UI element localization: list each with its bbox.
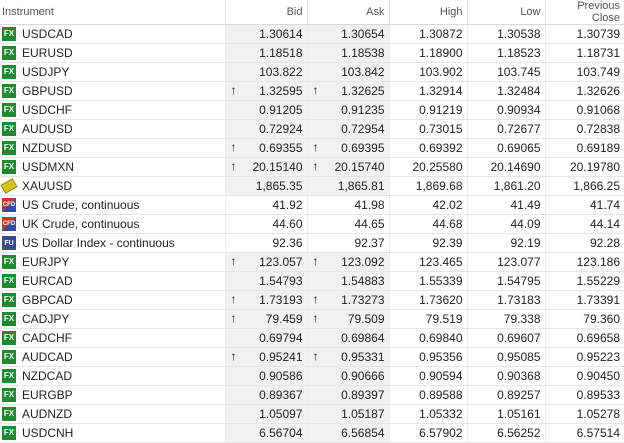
low-cell: 0.69065: [467, 139, 545, 158]
high-cell: 0.89588: [389, 386, 467, 405]
instrument-name: US Crude, continuous: [22, 198, 140, 212]
arrow-up-icon: ↑: [312, 311, 319, 325]
fx-badge-icon: FX: [2, 255, 16, 269]
arrow-up-icon: ↑: [230, 140, 237, 154]
fx-badge-icon: FX: [2, 141, 16, 155]
instrument-cell[interactable]: [0, 348, 225, 367]
ask-value: 20.15740: [334, 160, 385, 174]
bid-cell[interactable]: [225, 367, 307, 386]
bid-cell[interactable]: [225, 177, 307, 196]
ask-value: 1.32625: [341, 84, 385, 98]
bid-cell[interactable]: [225, 25, 307, 44]
table-row[interactable]: [0, 348, 624, 367]
instrument-cell[interactable]: [0, 25, 225, 44]
bid-cell[interactable]: [225, 310, 307, 329]
low-cell: 0.72677: [467, 120, 545, 139]
low-cell: 0.90368: [467, 367, 545, 386]
instrument-wrap: [2, 84, 221, 98]
low-cell: 41.49: [467, 196, 545, 215]
instrument-name: GBPUSD: [22, 84, 73, 98]
high-cell: 0.90594: [389, 367, 467, 386]
bid-value: 1.32595: [259, 84, 303, 98]
ask-cell[interactable]: [307, 215, 389, 234]
arrow-up-icon: ↑: [230, 254, 237, 268]
bid-value: 0.89367: [259, 388, 303, 402]
instrument-cell[interactable]: [0, 329, 225, 348]
ask-cell[interactable]: [307, 101, 389, 120]
ask-cell[interactable]: [307, 63, 389, 82]
low-cell: 1.54795: [467, 272, 545, 291]
low-cell: 1.73183: [467, 291, 545, 310]
ask-cell[interactable]: [307, 310, 389, 329]
previous-close-cell: 79.360: [545, 310, 624, 329]
ask-value: 0.90666: [341, 369, 385, 383]
table-row[interactable]: [0, 272, 624, 291]
fx-badge-icon: FX: [2, 65, 16, 79]
bid-cell[interactable]: [225, 139, 307, 158]
previous-close-cell: 6.57514: [545, 424, 624, 443]
arrow-up-icon: ↑: [312, 349, 319, 363]
high-cell: 1,869.68: [389, 177, 467, 196]
instrument-wrap: [2, 274, 221, 288]
instrument-wrap: [2, 236, 221, 250]
bid-value: 103.822: [259, 65, 303, 79]
previous-close-cell: 0.69189: [545, 139, 624, 158]
fx-badge-icon: FX: [2, 293, 16, 307]
bid-value: 123.057: [259, 255, 303, 269]
high-cell: 0.69840: [389, 329, 467, 348]
bid-value: 0.69355: [259, 141, 303, 155]
ask-cell[interactable]: [307, 196, 389, 215]
ask-cell[interactable]: [307, 158, 389, 177]
instrument-cell[interactable]: [0, 158, 225, 177]
low-cell: 1.18523: [467, 44, 545, 63]
previous-close-cell: 0.90450: [545, 367, 624, 386]
low-cell: 0.89257: [467, 386, 545, 405]
bid-value: 0.90586: [259, 369, 303, 383]
bid-cell[interactable]: [225, 253, 307, 272]
instrument-wrap: [2, 369, 221, 383]
table-row[interactable]: [0, 120, 624, 139]
gold-bar-icon: [2, 179, 16, 193]
instrument-wrap: [2, 426, 221, 440]
fx-badge-icon: FX: [2, 369, 16, 383]
bid-cell[interactable]: [225, 348, 307, 367]
bid-value: 1,865.35: [255, 179, 303, 193]
previous-close-cell: 1,866.25: [545, 177, 624, 196]
ask-value: 1.30654: [341, 27, 385, 41]
instrument-name: NZDUSD: [22, 141, 72, 155]
table-row[interactable]: [0, 82, 624, 101]
instrument-name: USDCAD: [22, 27, 73, 41]
bid-cell[interactable]: [225, 158, 307, 177]
table-row[interactable]: [0, 215, 624, 234]
column-header-high[interactable]: High: [389, 0, 467, 25]
fx-badge-icon: FX: [2, 407, 16, 421]
high-cell: 1.73620: [389, 291, 467, 310]
instrument-wrap: [2, 65, 221, 79]
ask-value: 44.65: [354, 217, 385, 231]
low-cell: 1,861.20: [467, 177, 545, 196]
bid-value: 44.60: [272, 217, 303, 231]
bid-value: 1.05097: [259, 407, 303, 421]
bid-cell[interactable]: [225, 234, 307, 253]
high-cell: 1.05332: [389, 405, 467, 424]
instrument-cell[interactable]: [0, 424, 225, 443]
high-cell: 20.25580: [389, 158, 467, 177]
previous-close-cell: 1.30739: [545, 25, 624, 44]
instrument-cell[interactable]: [0, 120, 225, 139]
high-cell: 0.69392: [389, 139, 467, 158]
table-row[interactable]: [0, 44, 624, 63]
fx-badge-icon: FX: [2, 350, 16, 364]
high-cell: 6.57902: [389, 424, 467, 443]
high-cell: 1.55339: [389, 272, 467, 291]
instrument-name: EURCAD: [22, 274, 73, 288]
ask-cell[interactable]: [307, 386, 389, 405]
high-cell: 103.902: [389, 63, 467, 82]
fx-badge-icon: FX: [2, 103, 16, 117]
table-row[interactable]: [0, 329, 624, 348]
instrument-name: CADCHF: [22, 331, 72, 345]
previous-close-cell: 1.05278: [545, 405, 624, 424]
ask-value: 1.18538: [341, 46, 385, 60]
instrument-cell[interactable]: [0, 177, 225, 196]
low-cell: 0.69607: [467, 329, 545, 348]
bid-cell[interactable]: [225, 101, 307, 120]
ask-cell[interactable]: [307, 329, 389, 348]
cfd-badge-icon: CFD: [2, 217, 16, 231]
table-row[interactable]: [0, 158, 624, 177]
ask-value: 6.56854: [341, 426, 385, 440]
previous-close-cell: 1.73391: [545, 291, 624, 310]
ask-cell[interactable]: [307, 253, 389, 272]
bid-cell[interactable]: [225, 329, 307, 348]
table-row[interactable]: [0, 196, 624, 215]
ask-value: 0.89397: [341, 388, 385, 402]
instrument-name: AUDCAD: [22, 350, 73, 364]
instrument-wrap: [2, 407, 221, 421]
high-cell: 0.73015: [389, 120, 467, 139]
instrument-name: XAUUSD: [22, 179, 73, 193]
instrument-name: UK Crude, continuous: [22, 217, 140, 231]
table-row[interactable]: [0, 386, 624, 405]
cfd-badge-icon: CFD: [2, 198, 16, 212]
column-header-previous-close[interactable]: Previous Close: [545, 0, 624, 25]
instrument-cell[interactable]: [0, 196, 225, 215]
ask-cell[interactable]: [307, 424, 389, 443]
fx-badge-icon: FX: [2, 312, 16, 326]
ask-cell[interactable]: [307, 25, 389, 44]
previous-close-cell: 0.72838: [545, 120, 624, 139]
arrow-up-icon: ↑: [230, 292, 237, 306]
bid-value: 1.54793: [259, 274, 303, 288]
instrument-wrap: [2, 331, 221, 345]
ask-value: 0.95331: [341, 350, 385, 364]
table-row[interactable]: [0, 63, 624, 82]
previous-close-cell: 20.19780: [545, 158, 624, 177]
arrow-up-icon: ↑: [230, 311, 237, 325]
table-row[interactable]: [0, 367, 624, 386]
low-cell: 1.05161: [467, 405, 545, 424]
bid-value: 92.36: [272, 236, 303, 250]
column-header-ask[interactable]: Ask: [307, 0, 389, 25]
instrument-name: EURUSD: [22, 46, 73, 60]
ask-cell[interactable]: [307, 234, 389, 253]
ask-value: 1.05187: [341, 407, 385, 421]
ask-value: 0.91235: [341, 103, 385, 117]
table-row[interactable]: [0, 234, 624, 253]
ask-cell[interactable]: [307, 348, 389, 367]
table-row[interactable]: [0, 310, 624, 329]
instrument-name: USDMXN: [22, 160, 75, 174]
column-header-bid[interactable]: Bid: [225, 0, 307, 25]
instrument-wrap: [2, 179, 221, 193]
ask-cell[interactable]: [307, 291, 389, 310]
instrument-name: US Dollar Index - continuous: [22, 236, 175, 250]
previous-close-cell: 0.89533: [545, 386, 624, 405]
instrument-wrap: [2, 160, 221, 174]
low-cell: 79.338: [467, 310, 545, 329]
previous-close-cell: 1.32626: [545, 82, 624, 101]
bid-cell[interactable]: [225, 44, 307, 63]
instrument-wrap: [2, 103, 221, 117]
table-row[interactable]: [0, 405, 624, 424]
instrument-wrap: [2, 141, 221, 155]
high-cell: 1.30872: [389, 25, 467, 44]
bid-value: 1.73193: [259, 293, 303, 307]
table-row[interactable]: [0, 177, 624, 196]
instrument-wrap: [2, 122, 221, 136]
arrow-up-icon: ↑: [230, 83, 237, 97]
ask-cell[interactable]: [307, 82, 389, 101]
bid-value: 6.56704: [259, 426, 303, 440]
previous-close-cell: 0.69658: [545, 329, 624, 348]
instrument-name: GBPCAD: [22, 293, 73, 307]
table-row[interactable]: [0, 253, 624, 272]
column-header-low[interactable]: Low: [467, 0, 545, 25]
bid-cell[interactable]: [225, 63, 307, 82]
instrument-cell[interactable]: [0, 63, 225, 82]
low-cell: 0.90934: [467, 101, 545, 120]
previous-close-cell: 123.186: [545, 253, 624, 272]
instrument-cell[interactable]: [0, 139, 225, 158]
bid-cell[interactable]: [225, 272, 307, 291]
arrow-up-icon: ↑: [312, 292, 319, 306]
high-cell: 44.68: [389, 215, 467, 234]
arrow-up-icon: ↑: [312, 159, 319, 173]
bid-value: 0.69794: [259, 331, 303, 345]
instrument-wrap: [2, 293, 221, 307]
bid-cell[interactable]: [225, 196, 307, 215]
instrument-cell[interactable]: [0, 82, 225, 101]
instrument-cell[interactable]: [0, 405, 225, 424]
bid-value: 0.72924: [259, 122, 303, 136]
bid-cell[interactable]: [225, 405, 307, 424]
ask-cell[interactable]: [307, 120, 389, 139]
previous-close-cell: 0.95223: [545, 348, 624, 367]
instrument-wrap: [2, 217, 221, 231]
fx-badge-icon: FX: [2, 84, 16, 98]
bid-value: 20.15140: [252, 160, 303, 174]
high-cell: 92.39: [389, 234, 467, 253]
instrument-name: NZDCAD: [22, 369, 72, 383]
low-cell: 20.14690: [467, 158, 545, 177]
low-cell: 1.30538: [467, 25, 545, 44]
arrow-up-icon: ↑: [312, 254, 319, 268]
bid-value: 79.459: [265, 312, 303, 326]
low-cell: 103.745: [467, 63, 545, 82]
high-cell: 1.32914: [389, 82, 467, 101]
previous-close-cell: 1.18731: [545, 44, 624, 63]
gold-bar-shape: [0, 178, 17, 194]
futures-badge-icon: FU: [2, 236, 16, 250]
ask-value: 0.69864: [341, 331, 385, 345]
instrument-name: USDCNH: [22, 426, 74, 440]
high-cell: 42.02: [389, 196, 467, 215]
instrument-name: AUDUSD: [22, 122, 73, 136]
table-row[interactable]: [0, 139, 624, 158]
instrument-wrap: [2, 27, 221, 41]
bid-cell[interactable]: [225, 120, 307, 139]
instrument-name: CADJPY: [22, 312, 70, 326]
low-cell: 44.09: [467, 215, 545, 234]
ask-value: 0.69395: [341, 141, 385, 155]
fx-badge-icon: FX: [2, 27, 16, 41]
instrument-name: EURJPY: [22, 255, 70, 269]
instrument-cell[interactable]: [0, 386, 225, 405]
previous-close-cell: 41.74: [545, 196, 624, 215]
instrument-cell[interactable]: [0, 44, 225, 63]
low-cell: 1.32484: [467, 82, 545, 101]
high-cell: 79.519: [389, 310, 467, 329]
instrument-cell[interactable]: [0, 272, 225, 291]
bid-value: 41.92: [272, 198, 303, 212]
high-cell: 123.465: [389, 253, 467, 272]
table-row[interactable]: [0, 291, 624, 310]
instrument-wrap: [2, 388, 221, 402]
instrument-cell[interactable]: [0, 310, 225, 329]
ask-value: 1.54883: [341, 274, 385, 288]
table-row[interactable]: [0, 101, 624, 120]
previous-close-cell: 103.749: [545, 63, 624, 82]
bid-cell[interactable]: [225, 386, 307, 405]
instrument-cell[interactable]: [0, 291, 225, 310]
high-cell: 0.91219: [389, 101, 467, 120]
ask-value: 1,865.81: [337, 179, 385, 193]
fx-badge-icon: FX: [2, 426, 16, 440]
ask-value: 0.72954: [341, 122, 385, 136]
arrow-up-icon: ↑: [230, 349, 237, 363]
previous-close-cell: 0.91068: [545, 101, 624, 120]
low-cell: 0.95085: [467, 348, 545, 367]
bid-cell[interactable]: [225, 291, 307, 310]
low-cell: 92.19: [467, 234, 545, 253]
previous-close-cell: 44.14: [545, 215, 624, 234]
column-header-instrument[interactable]: Instrument: [0, 0, 225, 25]
fx-badge-icon: FX: [2, 274, 16, 288]
ask-cell[interactable]: [307, 272, 389, 291]
bid-cell[interactable]: [225, 215, 307, 234]
fx-badge-icon: FX: [2, 46, 16, 60]
instrument-cell[interactable]: [0, 215, 225, 234]
bid-value: 0.91205: [259, 103, 303, 117]
instrument-name: EURGBP: [22, 388, 73, 402]
table-row[interactable]: [0, 424, 624, 443]
instrument-cell[interactable]: [0, 367, 225, 386]
instrument-wrap: [2, 312, 221, 326]
bid-cell[interactable]: [225, 424, 307, 443]
ask-cell[interactable]: [307, 177, 389, 196]
instrument-name: USDJPY: [22, 65, 70, 79]
arrow-up-icon: ↑: [312, 140, 319, 154]
ask-value: 1.73273: [341, 293, 385, 307]
bid-value: 1.30614: [259, 27, 303, 41]
arrow-up-icon: ↑: [230, 159, 237, 173]
ask-cell[interactable]: [307, 367, 389, 386]
table-row[interactable]: [0, 25, 624, 44]
ask-value: 92.37: [354, 236, 385, 250]
instrument-cell[interactable]: [0, 234, 225, 253]
ask-cell[interactable]: [307, 139, 389, 158]
fx-badge-icon: FX: [2, 122, 16, 136]
bid-cell[interactable]: [225, 82, 307, 101]
fx-badge-icon: FX: [2, 160, 16, 174]
low-cell: 123.077: [467, 253, 545, 272]
instrument-name: AUDNZD: [22, 407, 72, 421]
instrument-name: USDCHF: [22, 103, 72, 117]
instrument-cell[interactable]: [0, 253, 225, 272]
instrument-wrap: [2, 198, 221, 212]
low-cell: 6.56252: [467, 424, 545, 443]
header-row: [0, 0, 624, 25]
ask-value: 79.509: [347, 312, 385, 326]
bid-value: 1.18518: [259, 46, 303, 60]
ask-value: 103.842: [341, 65, 385, 79]
ask-cell[interactable]: [307, 405, 389, 424]
bid-value: 0.95241: [259, 350, 303, 364]
instrument-wrap: [2, 255, 221, 269]
instrument-cell[interactable]: [0, 101, 225, 120]
arrow-up-icon: ↑: [312, 83, 319, 97]
fx-badge-icon: FX: [2, 331, 16, 345]
instrument-wrap: [2, 46, 221, 60]
ask-value: 123.092: [341, 255, 385, 269]
instrument-wrap: [2, 350, 221, 364]
ask-value: 41.98: [354, 198, 385, 212]
previous-close-cell: 1.55229: [545, 272, 624, 291]
fx-badge-icon: FX: [2, 388, 16, 402]
previous-close-cell: 92.28: [545, 234, 624, 253]
ask-cell[interactable]: [307, 44, 389, 63]
high-cell: 1.18900: [389, 44, 467, 63]
high-cell: 0.95356: [389, 348, 467, 367]
